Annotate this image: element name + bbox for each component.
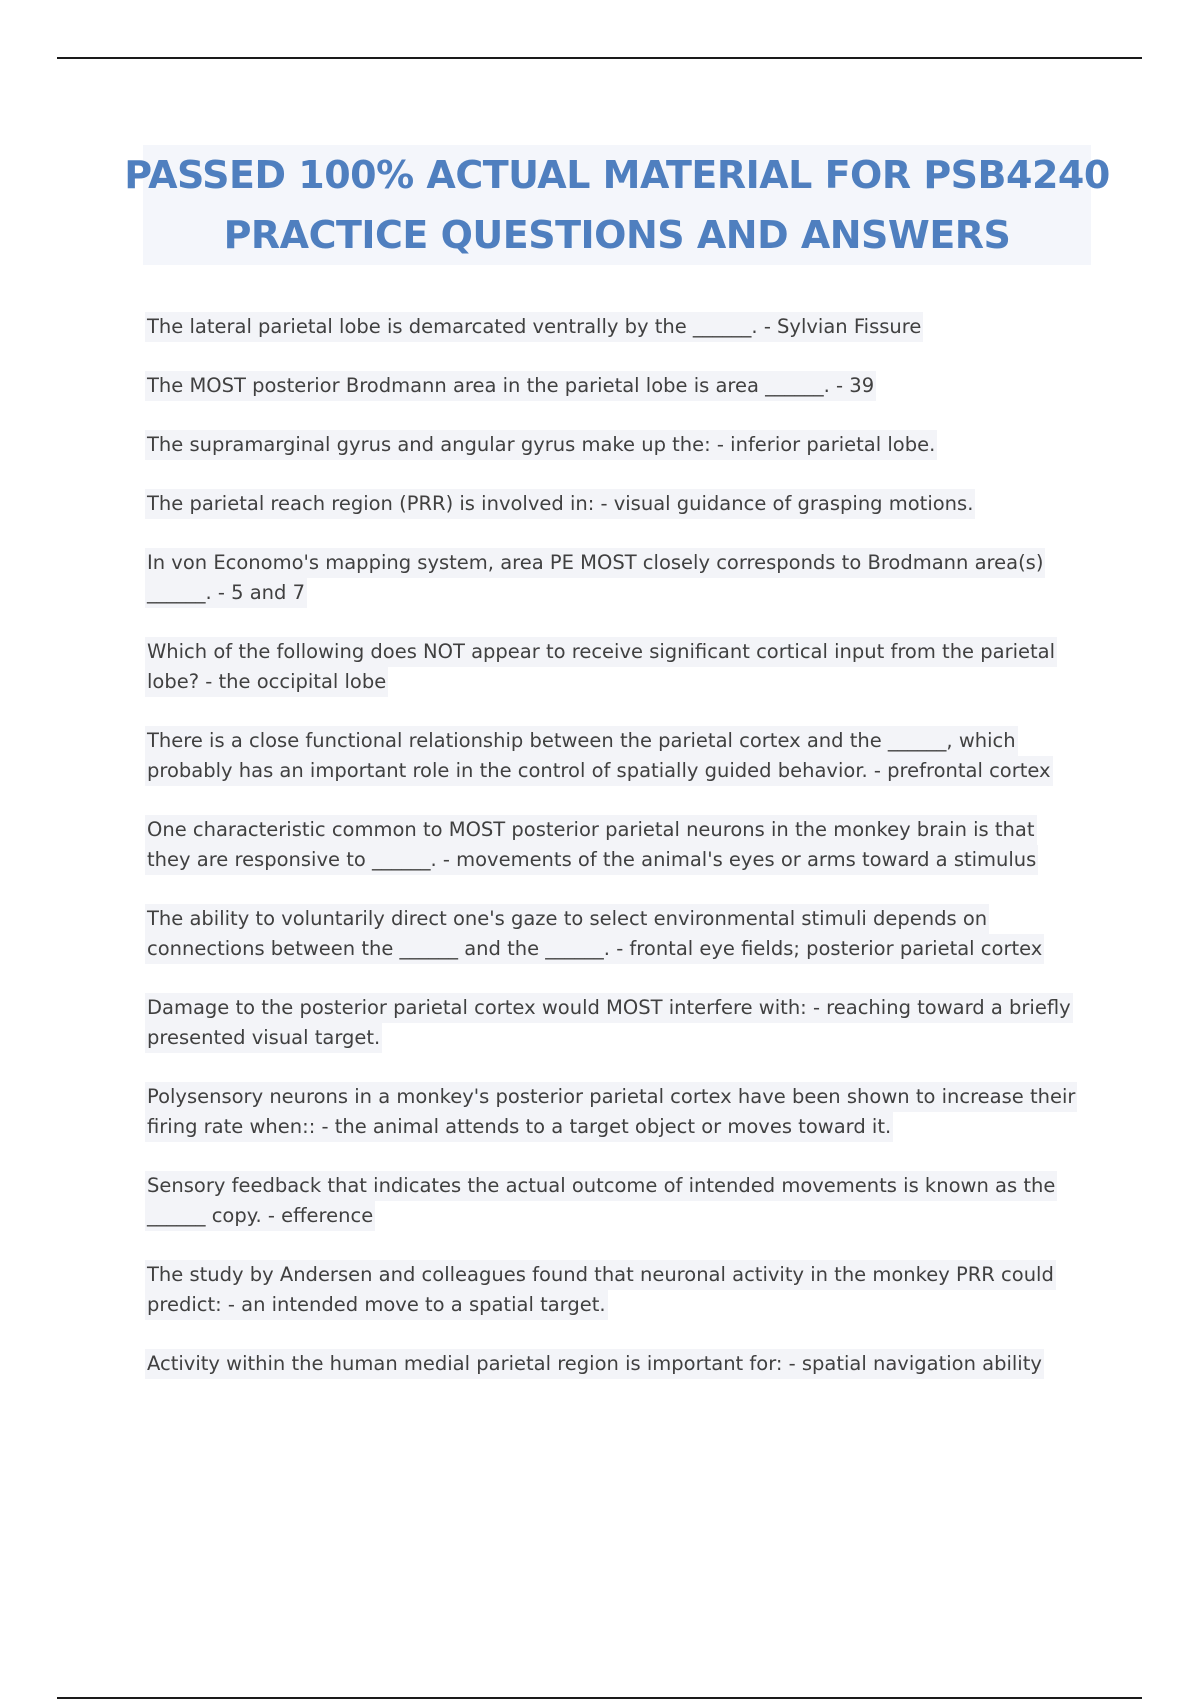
top-rule <box>57 57 1142 59</box>
qa-line: The study by Andersen and colleagues found that neuronal activity in the monkey PRR could <box>145 1260 1056 1290</box>
qa-item-7 <box>145 726 1090 786</box>
qa-line: presented visual target. <box>145 1023 382 1053</box>
qa-line: lobe? - the occipital lobe <box>145 667 388 697</box>
qa-item-5 <box>145 548 1090 608</box>
qa-line: ______ copy. - efference <box>145 1201 375 1231</box>
qa-line: firing rate when:: - the animal attends to a target object or moves toward it. <box>145 1112 893 1142</box>
qa-line: Damage to the posterior parietal cortex would MOST interfere with: - reaching toward a briefly <box>145 993 1073 1023</box>
qa-line: There is a close functional relationship between the parietal cortex and the ______, which <box>145 726 1018 756</box>
title-line-1: PASSED 100% ACTUAL MATERIAL FOR PSB4240 <box>124 153 1110 197</box>
qa-line: predict: - an intended move to a spatial target. <box>145 1290 608 1320</box>
qa-item-8 <box>145 815 1090 875</box>
qa-item-3 <box>145 430 1090 460</box>
qa-item-4 <box>145 489 1090 519</box>
qa-line: they are responsive to ______. - movements of the animal's eyes or arms toward a stimulus <box>145 845 1038 875</box>
qa-item-9 <box>145 904 1090 964</box>
qa-line: Sensory feedback that indicates the actual outcome of intended movements is known as the <box>145 1171 1057 1201</box>
qa-line: probably has an important role in the control of spatially guided behavior. - prefrontal cortex <box>145 756 1053 786</box>
qa-list <box>145 312 1090 1379</box>
title-line-2: PRACTICE QUESTIONS AND ANSWERS <box>223 213 1011 257</box>
qa-line: ______. - 5 and 7 <box>145 578 307 608</box>
qa-item-14 <box>145 1349 1090 1379</box>
qa-line: Which of the following does NOT appear to receive significant cortical input from the parietal <box>145 637 1057 667</box>
qa-item-12 <box>145 1171 1090 1231</box>
qa-line: In von Economo's mapping system, area PE MOST closely corresponds to Brodmann area(s) <box>145 548 1045 578</box>
qa-line: The lateral parietal lobe is demarcated ventrally by the ______. - Sylvian Fissure <box>145 312 923 342</box>
bottom-rule <box>57 1697 1142 1699</box>
qa-line: connections between the ______ and the ______. - frontal eye fields; posterior parietal cortex <box>145 934 1044 964</box>
qa-item-13 <box>145 1260 1090 1320</box>
qa-line: One characteristic common to MOST posterior parietal neurons in the monkey brain is that <box>145 815 1037 845</box>
qa-line: The supramarginal gyrus and angular gyrus make up the: - inferior parietal lobe. <box>145 430 937 460</box>
qa-item-6 <box>145 637 1090 697</box>
qa-line: The ability to voluntarily direct one's gaze to select environmental stimuli depends on <box>145 904 989 934</box>
qa-line: Activity within the human medial parietal region is important for: - spatial navigation ability <box>145 1349 1044 1379</box>
document-title <box>124 145 1110 265</box>
qa-item-11 <box>145 1082 1090 1142</box>
qa-line: The MOST posterior Brodmann area in the parietal lobe is area ______. - 39 <box>145 371 876 401</box>
qa-item-2 <box>145 371 1090 401</box>
qa-item-1 <box>145 312 1090 342</box>
qa-line: Polysensory neurons in a monkey's posterior parietal cortex have been shown to increase their <box>145 1082 1077 1112</box>
qa-line: The parietal reach region (PRR) is involved in: - visual guidance of grasping motions. <box>145 489 975 519</box>
qa-item-10 <box>145 993 1090 1053</box>
